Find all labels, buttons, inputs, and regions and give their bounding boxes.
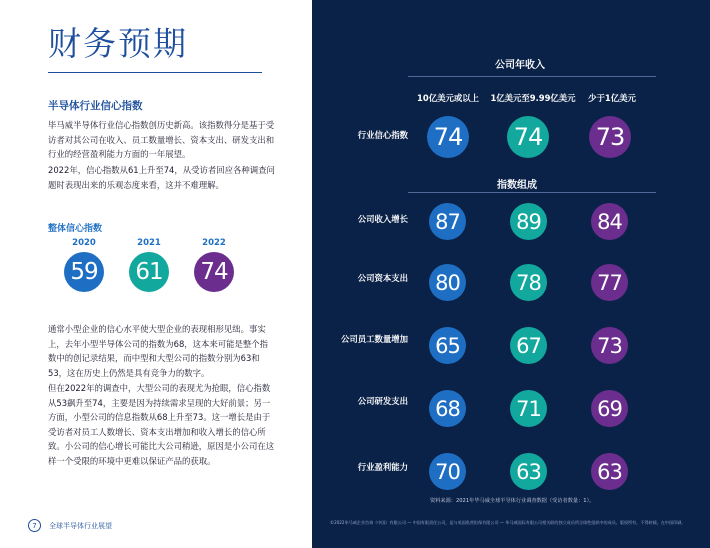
intro-paragraph: 毕马威半导体行业信心指数创历史新高。该指数得分是基于受访者对其公司在收入、员工数量增长、资本支出、研发支出和行业的经营盈利能力方面的一年展望。 <box>48 120 275 160</box>
column-header-mid: 1亿美元至9.99亿美元 <box>490 93 576 103</box>
title-divider <box>48 72 262 73</box>
change-paragraph: 2022年，信心指数从61上升至74，从受访者回应各种调查问题时表现出来的乐观态度来看，这并不难理解。 <box>48 165 275 190</box>
index-circle-mid: 74 <box>507 116 549 158</box>
page-footer <box>28 519 112 532</box>
year-label-2022: 2022 <box>202 238 226 248</box>
row-label-rnd: 公司研发支出 <box>357 396 408 406</box>
year-label-2020: 2020 <box>72 238 96 248</box>
value-circle: 67 <box>510 327 547 364</box>
copyright-note: ©2022毕马威企业咨询（中国）有限公司 — 中国有限责任公司，是与英国私营担保有限公司 — 毕马威国际有限公司相关联的独立成员所全球性组织中的成员。版权所有，不得转载。在中国印刷。 <box>330 520 686 525</box>
row-label-profitability: 行业盈利能力 <box>357 462 408 472</box>
value-circle: 87 <box>429 203 466 240</box>
year-label-2021: 2021 <box>137 238 161 248</box>
page-number: 7 <box>28 519 41 532</box>
overall-index-heading: 整体信心指数 <box>48 224 103 234</box>
large-business-paragraph: 但在2022年的调查中，大型公司的表现尤为抢眼，信心指数从53飙升至74，主要是因为持续需求呈现的大好前景；另一方面，小型公司的信息指数从68上升至73。这一增长是由于受访者对员工人数增长、资本支出增加和收入增长的信心所致。小公司的信心增长可能比大公司稍逊，原因是小公司在这样一个受限的环境中更难以保证产品的获取。 <box>48 383 275 466</box>
index-circle-2022: 74 <box>194 252 234 292</box>
page-title: 财务预期 <box>48 24 188 63</box>
value-circle: 70 <box>429 453 466 490</box>
value-circle: 78 <box>510 264 547 301</box>
column-header-large: 10亿美元或以上 <box>417 93 479 103</box>
index-circle-2021: 61 <box>129 252 169 292</box>
value-circle: 65 <box>429 327 466 364</box>
index-circle-large: 74 <box>427 116 469 158</box>
value-circle: 63 <box>591 453 628 490</box>
value-circle: 73 <box>591 327 628 364</box>
value-circle: 69 <box>591 390 628 427</box>
value-circle: 71 <box>510 390 547 427</box>
column-header-small: 少于1亿美元 <box>588 93 636 103</box>
value-circle: 68 <box>429 390 466 427</box>
section-heading: 半导体行业信心指数 <box>48 100 143 112</box>
row-label-headcount: 公司员工数量增加 <box>341 334 408 344</box>
row-label-revenue-growth: 公司收入增长 <box>357 214 408 224</box>
value-circle: 80 <box>429 264 466 301</box>
title-divider-top <box>408 76 656 77</box>
value-circle: 63 <box>510 453 547 490</box>
left-page <box>0 0 312 548</box>
value-circle: 89 <box>510 203 547 240</box>
components-divider <box>408 192 656 193</box>
components-title: 指数组成 <box>497 180 537 191</box>
footer-title: 全球半导体行业展望 <box>49 521 112 530</box>
value-circle: 84 <box>591 203 628 240</box>
row-label-capex: 公司资本支出 <box>357 273 408 283</box>
value-circle: 77 <box>591 264 628 301</box>
row-label-industry-index: 行业信心指数 <box>357 130 408 140</box>
source-note: 资料来源：2021年毕马威全球半导体行业调查数据（受访者数量：1）。 <box>430 498 595 504</box>
index-circle-2020: 59 <box>64 252 104 292</box>
small-business-paragraph: 通常小型企业的信心水平使大型企业的表现相形见绌。事实上，去年小型半导体公司的指数为68，这本来可能是整个指数中的创记录结果，而中型和大型公司的指数分别为63和53，这在历史上仍然是具有竞争力的数字。 <box>48 324 269 378</box>
revenue-section-title: 公司年收入 <box>495 60 545 71</box>
index-circle-small: 73 <box>589 116 631 158</box>
